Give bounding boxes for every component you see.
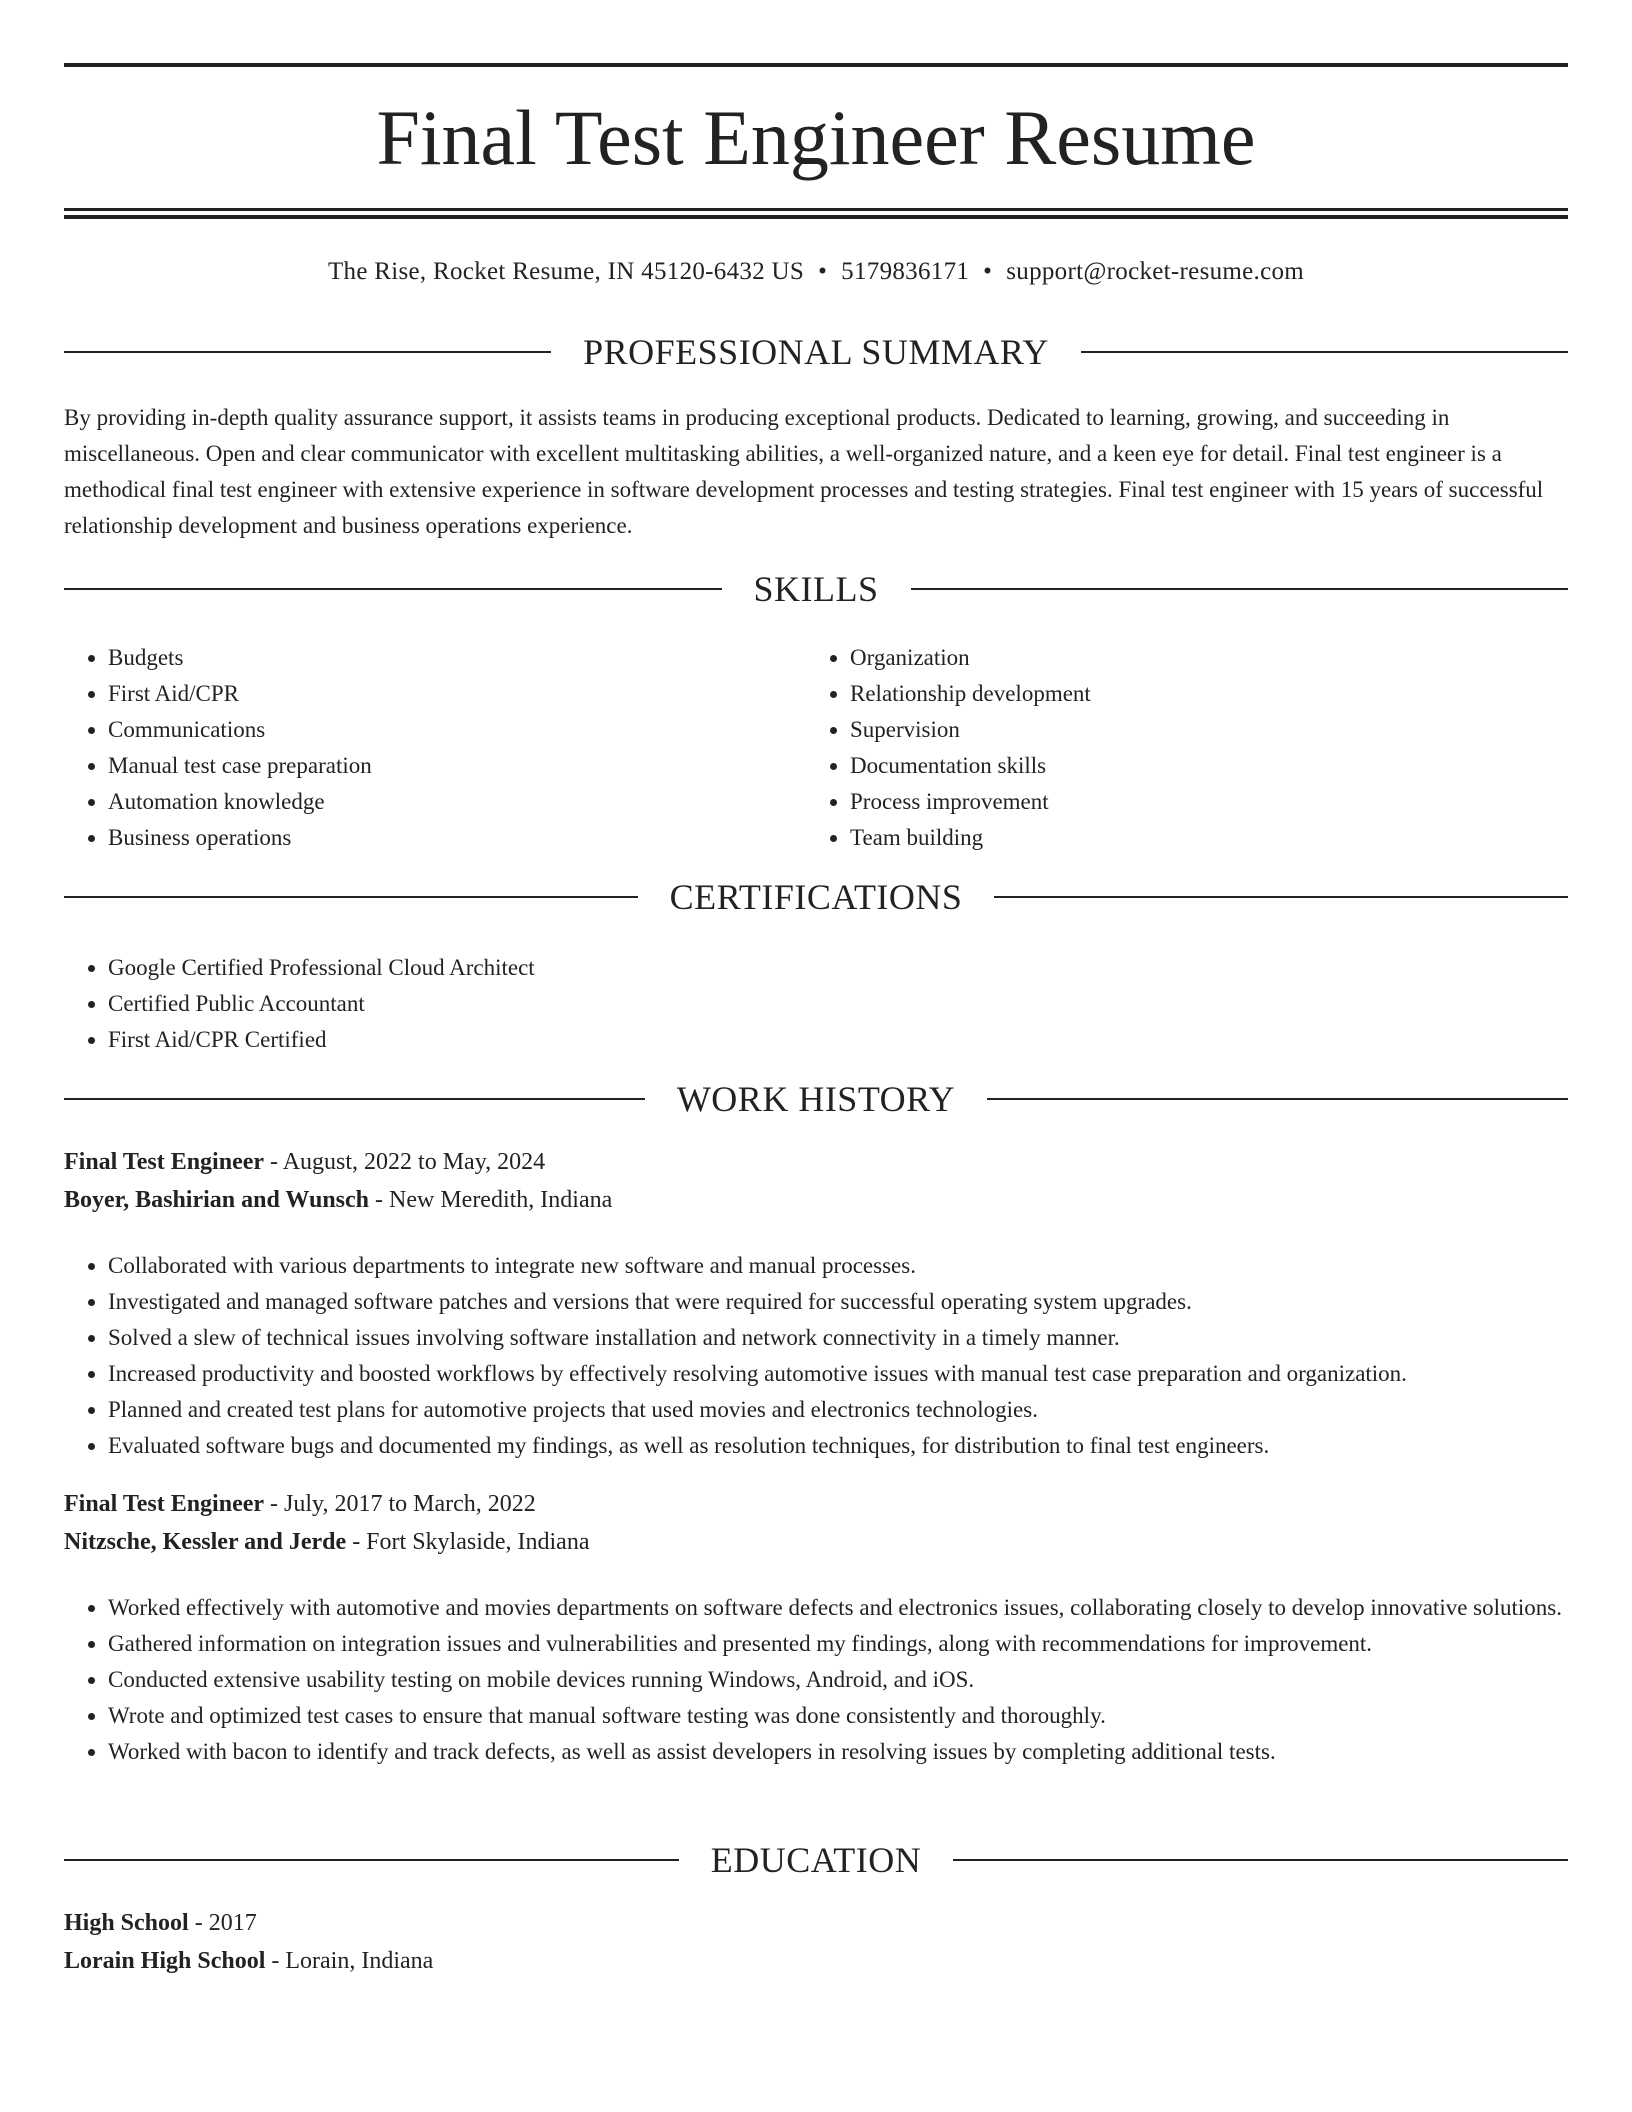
top-rule [64, 63, 1568, 67]
contact-separator: • [983, 258, 993, 285]
section-rule [987, 1098, 1568, 1100]
contact-separator: • [818, 258, 828, 285]
skill-item: • Relationship development [850, 676, 1590, 712]
job-bullet: • Investigated and managed software patches and versions that were required for successful operating system upgrades. [108, 1284, 1612, 1320]
skill-item: • Manual test case preparation [108, 748, 848, 784]
job-bullet: • Worked with bacon to identify and track defects, as well as assist developers in resolving issues by completing additional tests. [108, 1734, 1612, 1770]
skill-item: • Budgets [108, 640, 848, 676]
skill-item: • First Aid/CPR [108, 676, 848, 712]
job-company-line [64, 1181, 1568, 1219]
title-rule-lower [64, 215, 1568, 219]
job-location: - Fort Skylaside, Indiana [346, 1529, 590, 1555]
skills-list-right [806, 640, 1590, 856]
education-location: - Lorain, Indiana [265, 1948, 434, 1974]
section-rule [953, 1859, 1568, 1861]
job-title: Final Test Engineer [64, 1491, 265, 1517]
job-dates: - August, 2022 to May, 2024 [264, 1149, 546, 1175]
section-rule [911, 588, 1569, 590]
section-header-summary [64, 330, 1568, 374]
section-header-skills [64, 567, 1568, 611]
job-title: Final Test Engineer [64, 1149, 265, 1175]
job-company-line [64, 1523, 1568, 1561]
job-bullet: • Worked effectively with automotive and movies departments on software defects and electronics issues, collaborating closely to develop innovative solutions. [108, 1590, 1612, 1626]
section-title: WORK HISTORY [676, 1079, 956, 1119]
contact-email: support@rocket-resume.com [1006, 258, 1305, 285]
job-company: Nitzsche, Kessler and Jerde [64, 1529, 347, 1555]
skill-item: • Process improvement [850, 784, 1590, 820]
education-year: - 2017 [188, 1910, 257, 1936]
section-header-certifications [64, 875, 1568, 919]
job-company: Boyer, Bashirian and Wunsch [64, 1187, 370, 1213]
certification-item: • Google Certified Professional Cloud Architect [108, 950, 1612, 986]
section-header-education [64, 1838, 1568, 1882]
job-bullets [64, 1590, 1612, 1770]
job-bullet: • Evaluated software bugs and documented my findings, as well as resolution techniques, for distribution to final test engineers. [108, 1428, 1612, 1464]
job-dates: - July, 2017 to March, 2022 [264, 1491, 536, 1517]
education-degree: High School [64, 1910, 189, 1936]
certification-item: • First Aid/CPR Certified [108, 1022, 1612, 1058]
skill-item: • Communications [108, 712, 848, 748]
section-rule [64, 1098, 645, 1100]
education-school: Lorain High School [64, 1948, 266, 1974]
skill-item: • Supervision [850, 712, 1590, 748]
summary-paragraph: By providing in-depth quality assurance support, it assists teams in producing exceptional products. Dedicated to learning, growing, and succeeding in miscellaneous. Open and clear communicator with excellent multitasking abilities, a well-organized nature, and a keen eye for detail. Final test engineer is a methodical final test engineer with extensive experience in software development processes and testing strategies. Final test engineer with 15 years of successful relationship development and business operations experience. [64, 405, 1544, 538]
section-rule [994, 896, 1568, 898]
contact-phone: 5179836171 [841, 258, 970, 285]
section-rule [64, 588, 722, 590]
certifications-list [64, 950, 1612, 1058]
education-degree-line [64, 1904, 1568, 1942]
section-rule [64, 351, 551, 353]
skill-item: • Business operations [108, 820, 848, 856]
job-bullet: • Collaborated with various departments to integrate new software and manual processes. [108, 1248, 1612, 1284]
certification-item: • Certified Public Accountant [108, 986, 1612, 1022]
title-rule-upper [64, 208, 1568, 211]
section-rule [64, 896, 638, 898]
skill-item: • Documentation skills [850, 748, 1590, 784]
skill-item: • Organization [850, 640, 1590, 676]
job-location: - New Meredith, Indiana [369, 1187, 613, 1213]
section-title: CERTIFICATIONS [669, 877, 963, 917]
job-bullet: • Increased productivity and boosted workflows by effectively resolving automotive issues with manual test case preparation and organization. [108, 1356, 1612, 1392]
section-title: EDUCATION [710, 1840, 922, 1880]
section-rule [64, 1859, 679, 1861]
skills-list-left [64, 640, 848, 856]
job-title-line [64, 1143, 1568, 1181]
section-title: PROFESSIONAL SUMMARY [583, 332, 1049, 372]
job-bullet: • Solved a slew of technical issues involving software installation and network connectivity in a timely manner. [108, 1320, 1612, 1356]
job-title-line [64, 1485, 1568, 1523]
job-bullets [64, 1248, 1612, 1464]
job-bullet: • Gathered information on integration issues and vulnerabilities and presented my findings, along with recommendations for improvement. [108, 1626, 1612, 1662]
section-rule [1081, 351, 1568, 353]
education-school-line [64, 1942, 1568, 1980]
section-header-work-history [64, 1077, 1568, 1121]
job-bullet: • Conducted extensive usability testing on mobile devices running Windows, Android, and iOS. [108, 1662, 1612, 1698]
job-bullet: • Wrote and optimized test cases to ensure that manual software testing was done consistently and thoroughly. [108, 1698, 1612, 1734]
contact-line [64, 252, 1568, 292]
contact-address: The Rise, Rocket Resume, IN 45120-6432 US [327, 258, 805, 285]
resume-title: Final Test Engineer Resume [376, 94, 1256, 181]
section-title: SKILLS [753, 569, 879, 609]
skill-item: • Team building [850, 820, 1590, 856]
skill-item: • Automation knowledge [108, 784, 848, 820]
job-bullet: • Planned and created test plans for automotive projects that used movies and electronics technologies. [108, 1392, 1612, 1428]
